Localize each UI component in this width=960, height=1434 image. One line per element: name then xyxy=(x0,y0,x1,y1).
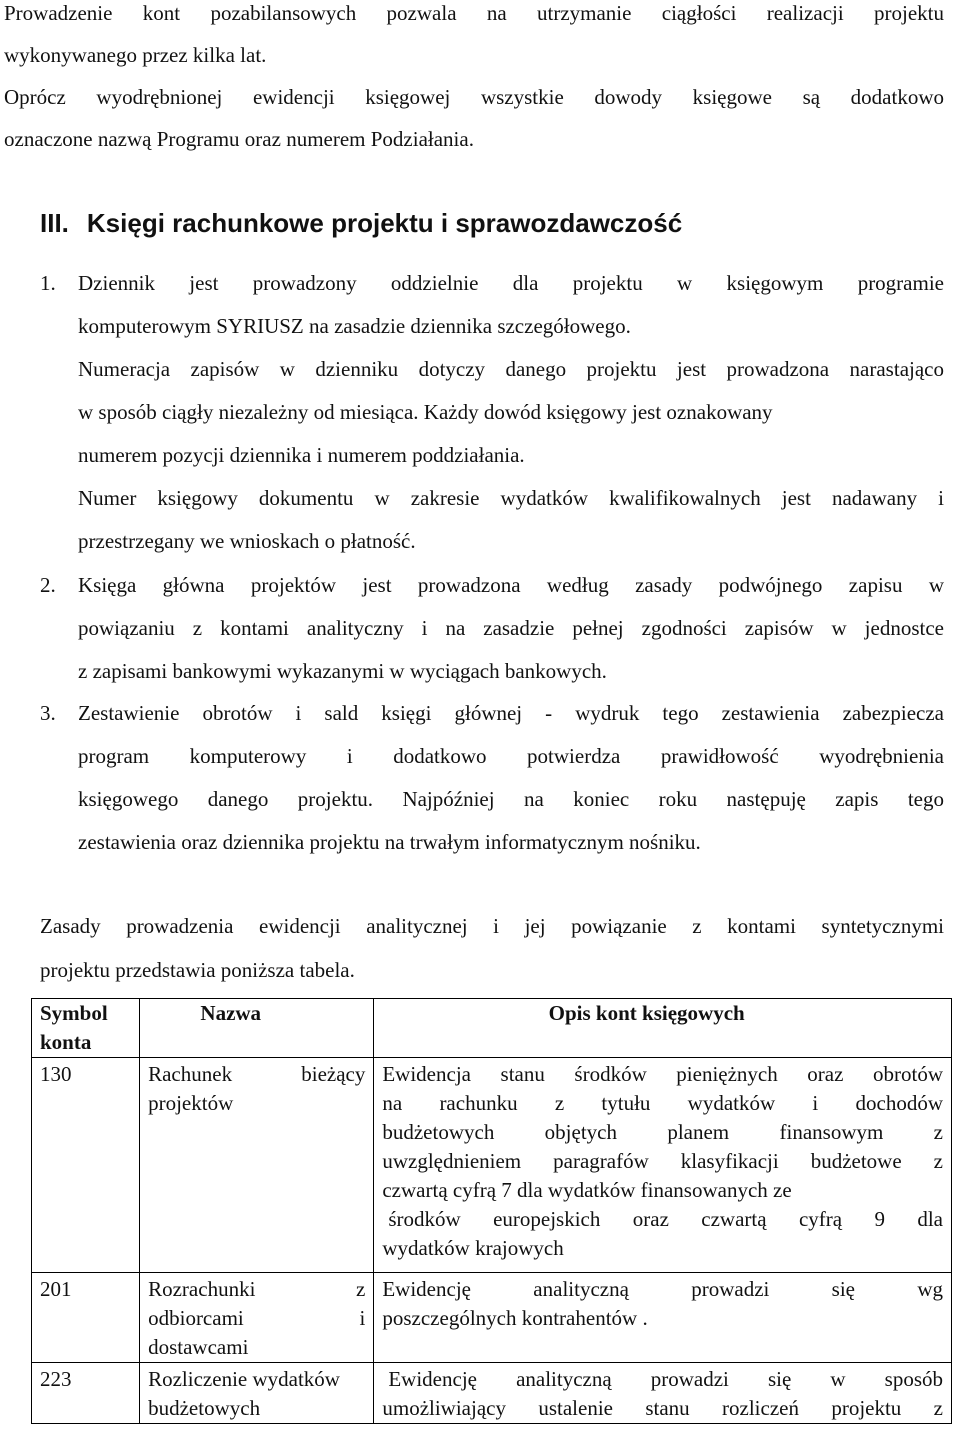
list-item-line: numerem pozycji dziennika i numerem poddziałania. xyxy=(78,443,525,467)
paragraph-line: Oprócz wyodrębnionej ewidencji księgowej wszystkie dowody księgowe są dodatkowo xyxy=(4,85,944,109)
description-line: Ewidencja stanu środków pieniężnych oraz obrotów xyxy=(382,1062,943,1086)
table-row xyxy=(32,1363,952,1424)
table-row xyxy=(32,1058,952,1273)
list-item-line: przestrzegany we wnioskach o płatność. xyxy=(78,529,416,553)
section-number: III. xyxy=(40,208,69,238)
list-item-number: 3. xyxy=(40,701,56,725)
table-header-row xyxy=(32,999,952,1058)
list-item-line: komputerowym SYRIUSZ na zasadzie dziennika szczegółowego. xyxy=(78,314,631,338)
list-item-line: Księga główna projektów jest prowadzona według zasady podwójnego zapisu w xyxy=(78,573,944,597)
account-name-line: projektów xyxy=(148,1091,234,1115)
account-symbol: 223 xyxy=(32,1363,140,1424)
list-item-line: w sposób ciągły niezależny od miesiąca. Każdy dowód księgowy jest oznakowany xyxy=(78,400,773,424)
account-name xyxy=(140,1363,374,1424)
paragraph-line: wykonywanego przez kilka lat. xyxy=(4,43,267,67)
description-line: na rachunku z tytułu wydatków i dochodów xyxy=(382,1091,943,1115)
section-title: Księgi rachunkowe projektu i sprawozdawczość xyxy=(86,208,683,238)
account-name xyxy=(140,1058,374,1273)
account-description xyxy=(374,1058,952,1273)
paragraph-top xyxy=(4,0,944,160)
account-name-line: Rozrachunki z xyxy=(148,1277,366,1301)
paragraph-line: Prowadzenie kont pozabilansowych pozwala na utrzymanie ciągłości realizacji projektu xyxy=(4,1,944,25)
table-row xyxy=(32,1273,952,1363)
header-description: Opis kont księgowych xyxy=(374,999,952,1058)
paragraph-line: oznaczone nazwą Programu oraz numerem Podziałania. xyxy=(4,127,474,151)
list-item-number: 2. xyxy=(40,573,56,597)
list-item-line: powiązaniu z kontami analityczny i na zasadzie pełnej zgodności zapisów w jednostce xyxy=(78,616,944,640)
account-description xyxy=(374,1273,952,1363)
list-item-line: księgowego danego projektu. Najpóźniej na koniec roku następuję zapis tego xyxy=(78,787,944,811)
section-heading xyxy=(40,208,682,239)
list-item-line: program komputerowy i dodatkowo potwierdza prawidłowość wyodrębnienia xyxy=(78,744,944,768)
account-name xyxy=(140,1273,374,1363)
header-symbol: Symbol konta xyxy=(32,999,140,1058)
list-item-line: z zapisami bankowymi wykazanymi w wyciągach bankowych. xyxy=(78,659,607,683)
description-line: Ewidencję analityczną prowadzi się wg xyxy=(382,1277,943,1301)
description-line: umożliwiający ustalenie stanu rozliczeń projektu z xyxy=(382,1396,943,1420)
list-item-line: Numer księgowy dokumentu w zakresie wydatków kwalifikowalnych jest nadawany i xyxy=(78,486,944,510)
accounts-table xyxy=(31,998,952,1424)
intro-line: projektu przedstawia poniższa tabela. xyxy=(40,958,355,982)
account-name-line: Rozliczenie wydatków xyxy=(148,1367,340,1391)
account-symbol: 201 xyxy=(32,1273,140,1363)
intro-line: Zasady prowadzenia ewidencji analitycznej i jej powiązanie z kontami syntetycznymi xyxy=(40,914,944,938)
description-line: Ewidencję analityczną prowadzi się w sposób xyxy=(388,1367,943,1391)
account-name-line: odbiorcami i xyxy=(148,1306,366,1330)
account-name-line: dostawcami xyxy=(148,1335,249,1359)
list-item-line: Numeracja zapisów w dzienniku dotyczy danego projektu jest prowadzona narastająco xyxy=(78,357,944,381)
list-item-line: Zestawienie obrotów i sald księgi głównej - wydruk tego zestawienia zabezpiecza xyxy=(78,701,944,725)
description-line: uwzględnieniem paragrafów klasyfikacji budżetowe z xyxy=(382,1149,943,1173)
description-line: środków europejskich oraz czwartą cyfrą 9 dla xyxy=(388,1207,943,1231)
list-item-number: 1. xyxy=(40,271,56,295)
list-item-line: Dziennik jest prowadzony oddzielnie dla projektu w księgowym programie xyxy=(78,271,944,295)
account-description xyxy=(374,1363,952,1424)
list-item-line: zestawienia oraz dziennika projektu na trwałym informatycznym nośniku. xyxy=(78,830,701,854)
description-line: budżetowych objętych planem finansowym z xyxy=(382,1120,943,1144)
description-line: poszczególnych kontrahentów . xyxy=(382,1306,648,1330)
table-intro xyxy=(40,905,944,993)
description-line: wydatków krajowych xyxy=(382,1236,564,1260)
account-symbol: 130 xyxy=(32,1058,140,1273)
account-name-line: budżetowych xyxy=(148,1396,261,1420)
header-name: Nazwa xyxy=(140,999,374,1058)
description-line: czwartą cyfrą 7 dla wydatków finansowanych ze xyxy=(382,1178,792,1202)
account-name-line: Rachunek bieżący xyxy=(148,1062,366,1086)
